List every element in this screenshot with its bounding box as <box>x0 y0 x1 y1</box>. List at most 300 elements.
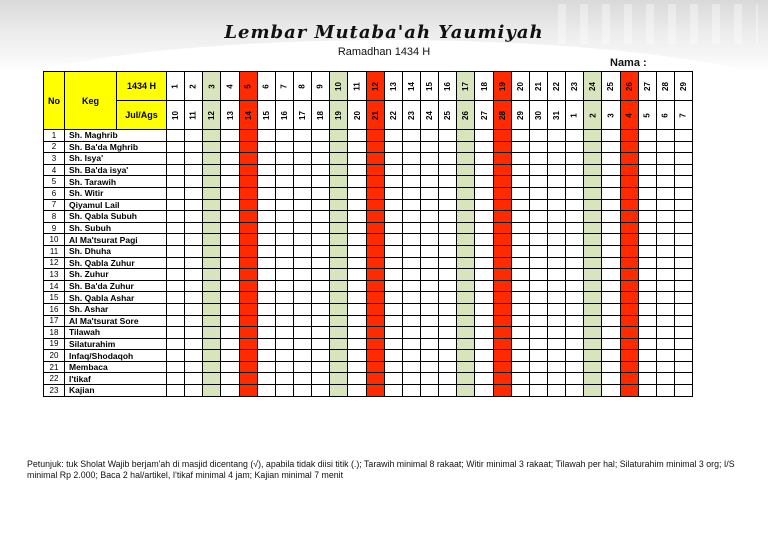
check-cell[interactable] <box>656 350 674 362</box>
check-cell[interactable] <box>439 373 457 385</box>
check-cell[interactable] <box>475 373 493 385</box>
check-cell[interactable] <box>457 303 475 315</box>
check-cell[interactable] <box>475 153 493 165</box>
check-cell[interactable] <box>221 350 239 362</box>
check-cell[interactable] <box>330 211 348 223</box>
check-cell[interactable] <box>330 130 348 142</box>
check-cell[interactable] <box>475 176 493 188</box>
check-cell[interactable] <box>402 176 420 188</box>
check-cell[interactable] <box>203 280 221 292</box>
check-cell[interactable] <box>221 315 239 327</box>
check-cell[interactable] <box>239 327 257 339</box>
check-cell[interactable] <box>584 130 602 142</box>
check-cell[interactable] <box>330 257 348 269</box>
check-cell[interactable] <box>185 141 203 153</box>
check-cell[interactable] <box>529 257 547 269</box>
check-cell[interactable] <box>439 153 457 165</box>
check-cell[interactable] <box>167 234 185 246</box>
check-cell[interactable] <box>674 187 692 199</box>
check-cell[interactable] <box>656 153 674 165</box>
check-cell[interactable] <box>167 269 185 281</box>
check-cell[interactable] <box>547 303 565 315</box>
check-cell[interactable] <box>348 257 366 269</box>
check-cell[interactable] <box>384 153 402 165</box>
check-cell[interactable] <box>547 245 565 257</box>
check-cell[interactable] <box>366 338 384 350</box>
check-cell[interactable] <box>420 257 438 269</box>
check-cell[interactable] <box>221 211 239 223</box>
check-cell[interactable] <box>348 130 366 142</box>
check-cell[interactable] <box>638 350 656 362</box>
check-cell[interactable] <box>493 269 511 281</box>
check-cell[interactable] <box>239 385 257 397</box>
check-cell[interactable] <box>475 361 493 373</box>
check-cell[interactable] <box>656 269 674 281</box>
check-cell[interactable] <box>312 315 330 327</box>
check-cell[interactable] <box>221 234 239 246</box>
check-cell[interactable] <box>420 292 438 304</box>
check-cell[interactable] <box>620 222 638 234</box>
check-cell[interactable] <box>366 130 384 142</box>
check-cell[interactable] <box>638 315 656 327</box>
check-cell[interactable] <box>584 327 602 339</box>
check-cell[interactable] <box>457 211 475 223</box>
check-cell[interactable] <box>312 338 330 350</box>
check-cell[interactable] <box>348 187 366 199</box>
check-cell[interactable] <box>312 130 330 142</box>
check-cell[interactable] <box>185 338 203 350</box>
check-cell[interactable] <box>420 373 438 385</box>
check-cell[interactable] <box>330 361 348 373</box>
check-cell[interactable] <box>312 280 330 292</box>
check-cell[interactable] <box>293 153 311 165</box>
check-cell[interactable] <box>167 292 185 304</box>
check-cell[interactable] <box>239 257 257 269</box>
check-cell[interactable] <box>674 222 692 234</box>
check-cell[interactable] <box>312 164 330 176</box>
check-cell[interactable] <box>348 199 366 211</box>
check-cell[interactable] <box>439 164 457 176</box>
check-cell[interactable] <box>547 141 565 153</box>
check-cell[interactable] <box>529 350 547 362</box>
check-cell[interactable] <box>312 141 330 153</box>
check-cell[interactable] <box>185 280 203 292</box>
check-cell[interactable] <box>457 176 475 188</box>
check-cell[interactable] <box>602 280 620 292</box>
check-cell[interactable] <box>185 315 203 327</box>
check-cell[interactable] <box>185 373 203 385</box>
check-cell[interactable] <box>221 338 239 350</box>
check-cell[interactable] <box>511 164 529 176</box>
check-cell[interactable] <box>620 269 638 281</box>
check-cell[interactable] <box>167 130 185 142</box>
check-cell[interactable] <box>439 385 457 397</box>
check-cell[interactable] <box>638 153 656 165</box>
check-cell[interactable] <box>420 315 438 327</box>
check-cell[interactable] <box>584 211 602 223</box>
check-cell[interactable] <box>529 245 547 257</box>
check-cell[interactable] <box>584 303 602 315</box>
check-cell[interactable] <box>674 315 692 327</box>
check-cell[interactable] <box>420 176 438 188</box>
check-cell[interactable] <box>384 373 402 385</box>
check-cell[interactable] <box>257 199 275 211</box>
check-cell[interactable] <box>638 269 656 281</box>
check-cell[interactable] <box>348 303 366 315</box>
check-cell[interactable] <box>475 338 493 350</box>
check-cell[interactable] <box>167 245 185 257</box>
check-cell[interactable] <box>203 257 221 269</box>
check-cell[interactable] <box>602 292 620 304</box>
check-cell[interactable] <box>167 303 185 315</box>
check-cell[interactable] <box>402 222 420 234</box>
check-cell[interactable] <box>167 315 185 327</box>
check-cell[interactable] <box>457 315 475 327</box>
check-cell[interactable] <box>457 385 475 397</box>
check-cell[interactable] <box>475 164 493 176</box>
check-cell[interactable] <box>221 141 239 153</box>
check-cell[interactable] <box>366 257 384 269</box>
check-cell[interactable] <box>384 245 402 257</box>
check-cell[interactable] <box>221 176 239 188</box>
check-cell[interactable] <box>420 234 438 246</box>
check-cell[interactable] <box>257 211 275 223</box>
check-cell[interactable] <box>239 176 257 188</box>
check-cell[interactable] <box>457 292 475 304</box>
check-cell[interactable] <box>493 292 511 304</box>
check-cell[interactable] <box>547 187 565 199</box>
check-cell[interactable] <box>620 141 638 153</box>
check-cell[interactable] <box>457 373 475 385</box>
check-cell[interactable] <box>457 130 475 142</box>
check-cell[interactable] <box>257 269 275 281</box>
check-cell[interactable] <box>656 234 674 246</box>
check-cell[interactable] <box>547 130 565 142</box>
check-cell[interactable] <box>656 211 674 223</box>
check-cell[interactable] <box>384 187 402 199</box>
check-cell[interactable] <box>656 187 674 199</box>
check-cell[interactable] <box>402 373 420 385</box>
check-cell[interactable] <box>511 257 529 269</box>
check-cell[interactable] <box>457 234 475 246</box>
check-cell[interactable] <box>475 350 493 362</box>
check-cell[interactable] <box>275 199 293 211</box>
check-cell[interactable] <box>547 176 565 188</box>
check-cell[interactable] <box>656 199 674 211</box>
check-cell[interactable] <box>475 257 493 269</box>
check-cell[interactable] <box>203 361 221 373</box>
check-cell[interactable] <box>275 176 293 188</box>
check-cell[interactable] <box>167 187 185 199</box>
check-cell[interactable] <box>312 257 330 269</box>
check-cell[interactable] <box>402 164 420 176</box>
check-cell[interactable] <box>312 211 330 223</box>
check-cell[interactable] <box>330 338 348 350</box>
check-cell[interactable] <box>185 176 203 188</box>
check-cell[interactable] <box>420 269 438 281</box>
check-cell[interactable] <box>602 130 620 142</box>
check-cell[interactable] <box>529 303 547 315</box>
check-cell[interactable] <box>167 164 185 176</box>
check-cell[interactable] <box>529 164 547 176</box>
check-cell[interactable] <box>384 257 402 269</box>
check-cell[interactable] <box>475 269 493 281</box>
check-cell[interactable] <box>330 187 348 199</box>
check-cell[interactable] <box>239 269 257 281</box>
check-cell[interactable] <box>185 245 203 257</box>
check-cell[interactable] <box>312 187 330 199</box>
check-cell[interactable] <box>384 338 402 350</box>
check-cell[interactable] <box>348 141 366 153</box>
check-cell[interactable] <box>602 245 620 257</box>
check-cell[interactable] <box>420 327 438 339</box>
check-cell[interactable] <box>348 315 366 327</box>
check-cell[interactable] <box>366 211 384 223</box>
check-cell[interactable] <box>584 176 602 188</box>
check-cell[interactable] <box>638 176 656 188</box>
check-cell[interactable] <box>620 153 638 165</box>
check-cell[interactable] <box>366 141 384 153</box>
check-cell[interactable] <box>674 350 692 362</box>
check-cell[interactable] <box>275 385 293 397</box>
check-cell[interactable] <box>493 280 511 292</box>
check-cell[interactable] <box>239 361 257 373</box>
check-cell[interactable] <box>674 153 692 165</box>
check-cell[interactable] <box>366 245 384 257</box>
check-cell[interactable] <box>439 245 457 257</box>
check-cell[interactable] <box>602 315 620 327</box>
check-cell[interactable] <box>239 222 257 234</box>
check-cell[interactable] <box>566 385 584 397</box>
check-cell[interactable] <box>312 385 330 397</box>
check-cell[interactable] <box>511 130 529 142</box>
check-cell[interactable] <box>511 361 529 373</box>
check-cell[interactable] <box>348 350 366 362</box>
check-cell[interactable] <box>547 327 565 339</box>
check-cell[interactable] <box>221 187 239 199</box>
check-cell[interactable] <box>203 187 221 199</box>
check-cell[interactable] <box>185 187 203 199</box>
check-cell[interactable] <box>384 385 402 397</box>
check-cell[interactable] <box>638 327 656 339</box>
check-cell[interactable] <box>511 187 529 199</box>
check-cell[interactable] <box>511 280 529 292</box>
check-cell[interactable] <box>656 245 674 257</box>
check-cell[interactable] <box>203 303 221 315</box>
check-cell[interactable] <box>384 199 402 211</box>
check-cell[interactable] <box>439 187 457 199</box>
check-cell[interactable] <box>330 303 348 315</box>
check-cell[interactable] <box>293 327 311 339</box>
check-cell[interactable] <box>257 130 275 142</box>
check-cell[interactable] <box>402 257 420 269</box>
check-cell[interactable] <box>275 280 293 292</box>
check-cell[interactable] <box>674 257 692 269</box>
check-cell[interactable] <box>275 327 293 339</box>
check-cell[interactable] <box>203 338 221 350</box>
check-cell[interactable] <box>203 245 221 257</box>
check-cell[interactable] <box>167 257 185 269</box>
check-cell[interactable] <box>275 222 293 234</box>
check-cell[interactable] <box>493 234 511 246</box>
check-cell[interactable] <box>257 164 275 176</box>
check-cell[interactable] <box>185 303 203 315</box>
check-cell[interactable] <box>221 327 239 339</box>
check-cell[interactable] <box>638 338 656 350</box>
check-cell[interactable] <box>566 257 584 269</box>
check-cell[interactable] <box>402 385 420 397</box>
check-cell[interactable] <box>257 176 275 188</box>
check-cell[interactable] <box>257 338 275 350</box>
check-cell[interactable] <box>475 303 493 315</box>
check-cell[interactable] <box>493 338 511 350</box>
check-cell[interactable] <box>674 245 692 257</box>
check-cell[interactable] <box>293 164 311 176</box>
check-cell[interactable] <box>366 315 384 327</box>
check-cell[interactable] <box>638 361 656 373</box>
check-cell[interactable] <box>584 315 602 327</box>
check-cell[interactable] <box>547 350 565 362</box>
check-cell[interactable] <box>330 315 348 327</box>
check-cell[interactable] <box>275 292 293 304</box>
check-cell[interactable] <box>402 303 420 315</box>
check-cell[interactable] <box>293 292 311 304</box>
check-cell[interactable] <box>584 350 602 362</box>
check-cell[interactable] <box>529 361 547 373</box>
check-cell[interactable] <box>293 338 311 350</box>
check-cell[interactable] <box>330 176 348 188</box>
check-cell[interactable] <box>529 187 547 199</box>
check-cell[interactable] <box>439 199 457 211</box>
check-cell[interactable] <box>620 338 638 350</box>
check-cell[interactable] <box>348 176 366 188</box>
check-cell[interactable] <box>674 199 692 211</box>
check-cell[interactable] <box>293 245 311 257</box>
check-cell[interactable] <box>366 176 384 188</box>
check-cell[interactable] <box>511 315 529 327</box>
check-cell[interactable] <box>511 234 529 246</box>
check-cell[interactable] <box>475 327 493 339</box>
check-cell[interactable] <box>348 245 366 257</box>
check-cell[interactable] <box>239 292 257 304</box>
check-cell[interactable] <box>293 373 311 385</box>
check-cell[interactable] <box>620 199 638 211</box>
check-cell[interactable] <box>493 303 511 315</box>
check-cell[interactable] <box>167 361 185 373</box>
check-cell[interactable] <box>420 164 438 176</box>
check-cell[interactable] <box>203 164 221 176</box>
check-cell[interactable] <box>638 280 656 292</box>
check-cell[interactable] <box>221 361 239 373</box>
check-cell[interactable] <box>366 327 384 339</box>
check-cell[interactable] <box>584 257 602 269</box>
check-cell[interactable] <box>475 187 493 199</box>
check-cell[interactable] <box>221 303 239 315</box>
check-cell[interactable] <box>221 280 239 292</box>
check-cell[interactable] <box>493 187 511 199</box>
check-cell[interactable] <box>257 153 275 165</box>
check-cell[interactable] <box>420 245 438 257</box>
check-cell[interactable] <box>221 269 239 281</box>
check-cell[interactable] <box>275 361 293 373</box>
check-cell[interactable] <box>348 361 366 373</box>
check-cell[interactable] <box>674 130 692 142</box>
check-cell[interactable] <box>275 245 293 257</box>
check-cell[interactable] <box>366 199 384 211</box>
check-cell[interactable] <box>366 234 384 246</box>
check-cell[interactable] <box>330 280 348 292</box>
check-cell[interactable] <box>420 199 438 211</box>
check-cell[interactable] <box>674 269 692 281</box>
check-cell[interactable] <box>584 361 602 373</box>
check-cell[interactable] <box>439 234 457 246</box>
check-cell[interactable] <box>602 327 620 339</box>
check-cell[interactable] <box>203 269 221 281</box>
check-cell[interactable] <box>439 211 457 223</box>
check-cell[interactable] <box>656 361 674 373</box>
check-cell[interactable] <box>493 315 511 327</box>
check-cell[interactable] <box>566 303 584 315</box>
check-cell[interactable] <box>656 130 674 142</box>
check-cell[interactable] <box>221 257 239 269</box>
check-cell[interactable] <box>439 222 457 234</box>
check-cell[interactable] <box>275 187 293 199</box>
check-cell[interactable] <box>584 187 602 199</box>
check-cell[interactable] <box>620 315 638 327</box>
check-cell[interactable] <box>203 327 221 339</box>
check-cell[interactable] <box>420 303 438 315</box>
check-cell[interactable] <box>384 164 402 176</box>
check-cell[interactable] <box>493 164 511 176</box>
check-cell[interactable] <box>366 373 384 385</box>
check-cell[interactable] <box>674 327 692 339</box>
check-cell[interactable] <box>493 373 511 385</box>
check-cell[interactable] <box>402 245 420 257</box>
check-cell[interactable] <box>439 350 457 362</box>
check-cell[interactable] <box>457 222 475 234</box>
check-cell[interactable] <box>239 199 257 211</box>
check-cell[interactable] <box>457 164 475 176</box>
check-cell[interactable] <box>167 350 185 362</box>
check-cell[interactable] <box>293 234 311 246</box>
check-cell[interactable] <box>511 373 529 385</box>
check-cell[interactable] <box>348 385 366 397</box>
check-cell[interactable] <box>366 164 384 176</box>
check-cell[interactable] <box>203 176 221 188</box>
check-cell[interactable] <box>493 176 511 188</box>
check-cell[interactable] <box>602 338 620 350</box>
check-cell[interactable] <box>439 338 457 350</box>
check-cell[interactable] <box>584 153 602 165</box>
check-cell[interactable] <box>257 350 275 362</box>
check-cell[interactable] <box>457 280 475 292</box>
check-cell[interactable] <box>402 350 420 362</box>
check-cell[interactable] <box>566 187 584 199</box>
check-cell[interactable] <box>402 292 420 304</box>
check-cell[interactable] <box>221 153 239 165</box>
check-cell[interactable] <box>656 373 674 385</box>
check-cell[interactable] <box>511 350 529 362</box>
check-cell[interactable] <box>330 164 348 176</box>
check-cell[interactable] <box>511 385 529 397</box>
check-cell[interactable] <box>529 338 547 350</box>
check-cell[interactable] <box>602 373 620 385</box>
check-cell[interactable] <box>620 327 638 339</box>
check-cell[interactable] <box>330 350 348 362</box>
check-cell[interactable] <box>293 361 311 373</box>
check-cell[interactable] <box>674 211 692 223</box>
check-cell[interactable] <box>293 385 311 397</box>
